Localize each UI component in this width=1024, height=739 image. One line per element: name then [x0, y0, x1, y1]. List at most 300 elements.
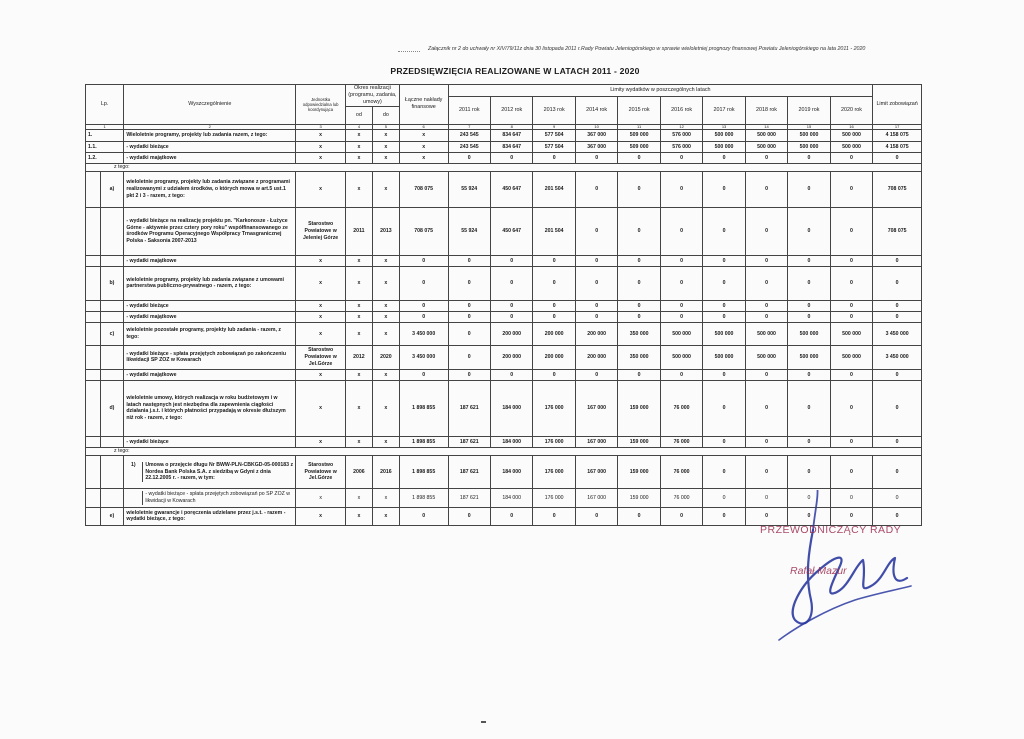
- row-unit: x: [296, 322, 346, 345]
- row-unit: Starostwo Powiatowe w Jeleniej Górze: [296, 207, 346, 255]
- row-total: 1 898 855: [399, 436, 448, 447]
- row-year-value: 201 504: [533, 207, 575, 255]
- row-from: x: [345, 300, 372, 311]
- row-year-value: 0: [703, 380, 745, 436]
- row-year-value: 0: [703, 436, 745, 447]
- header-year: 2016 rok: [660, 97, 702, 125]
- table-row: [86, 311, 922, 322]
- column-index: 16: [830, 124, 873, 129]
- row-year-value: 367 000: [575, 141, 617, 152]
- row-year-value: 0: [448, 255, 490, 266]
- projects-table: [85, 84, 922, 526]
- table-row: [86, 207, 922, 255]
- row-year-value: 176 000: [533, 436, 575, 447]
- table-row: [86, 141, 922, 152]
- row-from: x: [345, 507, 372, 525]
- row-year-value: 0: [830, 311, 873, 322]
- row-spacer: [86, 507, 101, 525]
- table-row: [86, 380, 922, 436]
- row-year-value: 500 000: [830, 322, 873, 345]
- row-year-value: 0: [533, 369, 575, 380]
- row-year-value: 0: [448, 300, 490, 311]
- row-year-value: 243 545: [448, 129, 490, 141]
- row-year-value: 55 924: [448, 171, 490, 207]
- row-unit: x: [296, 311, 346, 322]
- row-year-value: 0: [533, 311, 575, 322]
- row-year-value: 187 621: [448, 488, 490, 507]
- row-year-value: 500 000: [788, 129, 830, 141]
- row-year-value: 0: [660, 152, 702, 163]
- row-spacer: [100, 436, 124, 447]
- row-year-value: 0: [703, 455, 745, 488]
- row-description: - wydatki majątkowe: [124, 255, 296, 266]
- row-year-value: 0: [533, 152, 575, 163]
- row-description: - wydatki bieżące na realizację projektu pn. "Karkonosze - Łużyce Górne - aktywnie przez cztery pory roku" współfinansowanego ze środków Programu Operacyjnego Współpracy Trnasgranicznej Polska - Saksonia 2007-2013: [124, 207, 296, 255]
- row-limit: 708 075: [873, 207, 922, 255]
- table-row: [86, 436, 922, 447]
- row-year-value: 0: [660, 171, 702, 207]
- row-unit: x: [296, 255, 346, 266]
- row-year-value: 0: [788, 300, 830, 311]
- row-limit: 3 450 000: [873, 322, 922, 345]
- row-year-value: 0: [448, 507, 490, 525]
- row-year-value: 0: [618, 266, 660, 300]
- row-total: 708 075: [399, 207, 448, 255]
- row-number: 1.2.: [86, 152, 124, 163]
- row-year-value: 0: [703, 507, 745, 525]
- row-year-value: 0: [448, 369, 490, 380]
- column-index: 5: [372, 124, 399, 129]
- row-year-value: 0: [533, 507, 575, 525]
- row-year-value: 187 621: [448, 436, 490, 447]
- row-total: 3 450 000: [399, 345, 448, 369]
- row-year-value: 509 000: [618, 141, 660, 152]
- row-year-value: 500 000: [745, 345, 787, 369]
- row-letter: c): [100, 322, 124, 345]
- row-to: x: [372, 507, 399, 525]
- row-total: 708 075: [399, 171, 448, 207]
- row-year-value: 0: [490, 266, 532, 300]
- row-year-value: 0: [618, 171, 660, 207]
- row-year-value: 76 000: [660, 488, 702, 507]
- row-year-value: 0: [660, 300, 702, 311]
- row-to: x: [372, 369, 399, 380]
- row-total: x: [399, 129, 448, 141]
- row-description: - wydatki majątkowe: [124, 311, 296, 322]
- row-spacer: [86, 345, 101, 369]
- row-description: - wydatki majątkowe: [124, 152, 296, 163]
- row-description: wieloletnie umowy, których realizacja w roku budżetowym i w latach następnych jest niezbędna dla zapewnienia ciągłości działania j.s.t. i których płatności przypadają w okresie dłuższym niż rok - razem, z tego:: [124, 380, 296, 436]
- row-year-value: 0: [618, 207, 660, 255]
- column-index: 4: [345, 124, 372, 129]
- column-index: 7: [448, 124, 490, 129]
- row-spacer: [86, 300, 101, 311]
- row-year-value: 55 924: [448, 207, 490, 255]
- header-year: 2017 rok: [703, 97, 745, 125]
- row-year-value: 0: [448, 152, 490, 163]
- row-year-value: 0: [788, 369, 830, 380]
- row-spacer: [100, 207, 124, 255]
- row-year-value: 577 504: [533, 141, 575, 152]
- row-year-value: 500 000: [788, 141, 830, 152]
- row-year-value: 0: [575, 369, 617, 380]
- row-year-value: 0: [788, 436, 830, 447]
- row-year-value: 184 000: [490, 436, 532, 447]
- row-year-value: 500 000: [788, 322, 830, 345]
- row-subnumber: [124, 491, 142, 504]
- row-year-value: 0: [830, 266, 873, 300]
- column-index: 1: [86, 124, 124, 129]
- row-from: x: [345, 152, 372, 163]
- row-year-value: 500 000: [660, 345, 702, 369]
- row-limit: 0: [873, 266, 922, 300]
- row-unit: Starostwo Powiatowe w Jel.Górze: [296, 345, 346, 369]
- row-year-value: 0: [448, 322, 490, 345]
- row-limit: 0: [873, 300, 922, 311]
- row-year-value: 0: [788, 488, 830, 507]
- table-row: [86, 129, 922, 141]
- row-from: x: [345, 129, 372, 141]
- row-from: x: [345, 255, 372, 266]
- row-total: 3 450 000: [399, 322, 448, 345]
- row-year-value: 0: [618, 300, 660, 311]
- row-year-value: 0: [575, 507, 617, 525]
- row-year-value: 0: [490, 311, 532, 322]
- row-year-value: 0: [703, 300, 745, 311]
- header-limit: Limit zobowiązań: [873, 85, 922, 125]
- row-year-value: 0: [703, 266, 745, 300]
- row-year-value: 0: [830, 488, 873, 507]
- row-year-value: 0: [660, 311, 702, 322]
- table-row: [86, 163, 922, 171]
- row-year-value: 0: [575, 171, 617, 207]
- row-year-value: 0: [830, 369, 873, 380]
- row-year-value: 577 504: [533, 129, 575, 141]
- row-limit: 4 158 075: [873, 141, 922, 152]
- row-year-value: 0: [788, 266, 830, 300]
- row-year-value: 0: [788, 171, 830, 207]
- row-year-value: 0: [788, 455, 830, 488]
- row-year-value: 0: [830, 380, 873, 436]
- row-to: x: [372, 322, 399, 345]
- row-from: x: [345, 436, 372, 447]
- row-year-value: 0: [448, 345, 490, 369]
- row-year-value: 0: [703, 488, 745, 507]
- column-index: 15: [788, 124, 830, 129]
- row-year-value: 187 621: [448, 455, 490, 488]
- row-unit: x: [296, 141, 346, 152]
- row-to: x: [372, 255, 399, 266]
- row-year-value: 0: [745, 488, 787, 507]
- row-from: x: [345, 266, 372, 300]
- row-limit: 4 158 075: [873, 129, 922, 141]
- row-spacer: [86, 311, 101, 322]
- table-row: [86, 369, 922, 380]
- row-year-value: 500 000: [703, 345, 745, 369]
- row-year-value: 576 000: [660, 141, 702, 152]
- header-year: 2019 rok: [788, 97, 830, 125]
- row-to: x: [372, 488, 399, 507]
- row-spacer: [86, 488, 101, 507]
- row-year-value: 450 647: [490, 207, 532, 255]
- row-total: x: [399, 141, 448, 152]
- row-year-value: 0: [745, 436, 787, 447]
- row-year-value: 0: [830, 255, 873, 266]
- row-year-value: 0: [830, 507, 873, 525]
- row-year-value: 0: [830, 152, 873, 163]
- section-subheading: z tego:: [86, 163, 922, 171]
- row-from: x: [345, 311, 372, 322]
- signature-name: Rafał Mazur: [790, 565, 847, 577]
- row-limit: 0: [873, 507, 922, 525]
- row-year-value: 200 000: [575, 322, 617, 345]
- row-spacer: [86, 369, 101, 380]
- row-spacer: [100, 300, 124, 311]
- row-year-value: 159 000: [618, 488, 660, 507]
- row-year-value: 243 545: [448, 141, 490, 152]
- row-year-value: 0: [788, 507, 830, 525]
- row-to: x: [372, 266, 399, 300]
- section-subheading: z tego:: [86, 447, 922, 455]
- row-spacer: [86, 171, 101, 207]
- row-unit: Starostwo Powiatowe w Jel.Górze: [296, 455, 346, 488]
- row-year-value: 184 000: [490, 455, 532, 488]
- row-year-value: 350 000: [618, 322, 660, 345]
- row-year-value: 176 000: [533, 380, 575, 436]
- row-description-text: Umowa o przejęcie długu Nr BWW-PLN-CBKGD-05-000183 z Nordea Bank Polska S.A. z siedzibą w Gdyni z dnia 22.12.2005 r. - razem, w tym:: [142, 462, 295, 482]
- row-year-value: 159 000: [618, 455, 660, 488]
- table-row: [86, 300, 922, 311]
- row-year-value: 0: [575, 300, 617, 311]
- row-spacer: [100, 488, 124, 507]
- row-from: 2011: [345, 207, 372, 255]
- row-limit: 0: [873, 436, 922, 447]
- row-year-value: 834 647: [490, 141, 532, 152]
- header-description: Wyszczególnienie: [124, 85, 296, 125]
- header-year: 2015 rok: [618, 97, 660, 125]
- column-index: 17: [873, 124, 922, 129]
- row-from: x: [345, 322, 372, 345]
- row-year-value: 0: [618, 152, 660, 163]
- header-total: Łączne nakłady finansowe: [399, 85, 448, 125]
- row-year-value: 0: [660, 369, 702, 380]
- row-year-value: 0: [618, 311, 660, 322]
- row-total: 0: [399, 311, 448, 322]
- row-number: 1.1.: [86, 141, 124, 152]
- row-to: x: [372, 129, 399, 141]
- row-to: x: [372, 141, 399, 152]
- row-year-value: 0: [745, 300, 787, 311]
- row-description: Wieloletnie programy, projekty lub zadania razem, z tego:: [124, 129, 296, 141]
- row-unit: x: [296, 300, 346, 311]
- row-year-value: 500 000: [703, 141, 745, 152]
- page-title: PRZEDSIĘWZIĘCIA REALIZOWANE W LATACH 2011 - 2020: [390, 66, 640, 76]
- table-row: [86, 152, 922, 163]
- row-year-value: 159 000: [618, 380, 660, 436]
- row-year-value: 0: [533, 255, 575, 266]
- row-year-value: 167 000: [575, 436, 617, 447]
- header-year: 2018 rok: [745, 97, 787, 125]
- row-total: 0: [399, 369, 448, 380]
- row-year-value: 200 000: [490, 322, 532, 345]
- row-year-value: 0: [533, 266, 575, 300]
- row-year-value: 500 000: [830, 141, 873, 152]
- row-year-value: 0: [490, 255, 532, 266]
- row-unit: x: [296, 171, 346, 207]
- row-year-value: 0: [490, 507, 532, 525]
- row-year-value: 500 000: [703, 129, 745, 141]
- column-index: 8: [490, 124, 532, 129]
- row-year-value: 0: [745, 171, 787, 207]
- row-year-value: 0: [788, 152, 830, 163]
- row-total: 1 898 855: [399, 380, 448, 436]
- row-year-value: 450 647: [490, 171, 532, 207]
- row-description: - wydatki majątkowe: [124, 369, 296, 380]
- row-year-value: 509 000: [618, 129, 660, 141]
- row-to: 2020: [372, 345, 399, 369]
- row-limit: 3 450 000: [873, 345, 922, 369]
- row-limit: 0: [873, 380, 922, 436]
- header-to: do: [372, 106, 399, 124]
- row-year-value: 0: [490, 152, 532, 163]
- table-wrapper: [85, 84, 922, 526]
- row-year-value: 76 000: [660, 380, 702, 436]
- row-spacer: [86, 266, 101, 300]
- row-year-value: 167 000: [575, 488, 617, 507]
- row-total: 0: [399, 300, 448, 311]
- header-year: 2020 rok: [830, 97, 873, 125]
- header-year: 2011 rok: [448, 97, 490, 125]
- row-year-value: 200 000: [533, 345, 575, 369]
- row-year-value: 0: [745, 152, 787, 163]
- row-year-value: 167 000: [575, 380, 617, 436]
- row-year-value: 0: [788, 207, 830, 255]
- row-year-value: 500 000: [788, 345, 830, 369]
- row-letter: b): [100, 266, 124, 300]
- row-to: x: [372, 311, 399, 322]
- row-year-value: 0: [830, 300, 873, 311]
- column-index: 2: [124, 124, 296, 129]
- row-spacer: [86, 436, 101, 447]
- row-from: x: [345, 488, 372, 507]
- row-year-value: 201 504: [533, 171, 575, 207]
- row-spacer: [100, 369, 124, 380]
- row-year-value: 0: [448, 266, 490, 300]
- row-year-value: 0: [830, 436, 873, 447]
- row-to: x: [372, 152, 399, 163]
- row-letter: a): [100, 171, 124, 207]
- row-year-value: 76 000: [660, 455, 702, 488]
- row-year-value: 0: [703, 152, 745, 163]
- row-from: x: [345, 141, 372, 152]
- row-from: x: [345, 171, 372, 207]
- table-row: [86, 447, 922, 455]
- row-year-value: 0: [618, 369, 660, 380]
- header-limits: Limity wydatków w poszczególnych latach: [448, 85, 873, 97]
- row-year-value: 500 000: [830, 129, 873, 141]
- row-to: x: [372, 436, 399, 447]
- row-letter: e): [100, 507, 124, 525]
- row-year-value: 0: [745, 311, 787, 322]
- header-lp: Lp.: [86, 85, 124, 125]
- row-year-value: 0: [660, 255, 702, 266]
- row-to: 2016: [372, 455, 399, 488]
- row-year-value: 0: [830, 455, 873, 488]
- row-to: x: [372, 171, 399, 207]
- header-year: 2014 rok: [575, 97, 617, 125]
- row-unit: x: [296, 507, 346, 525]
- row-year-value: 0: [575, 207, 617, 255]
- row-from: x: [345, 380, 372, 436]
- row-year-value: 200 000: [575, 345, 617, 369]
- row-year-value: 200 000: [490, 345, 532, 369]
- row-spacer: [100, 345, 124, 369]
- row-description: [124, 488, 296, 507]
- row-year-value: 0: [533, 300, 575, 311]
- row-year-value: 0: [660, 207, 702, 255]
- column-index: 10: [575, 124, 617, 129]
- row-year-value: 0: [788, 380, 830, 436]
- column-index: 11: [618, 124, 660, 129]
- row-limit: 0: [873, 152, 922, 163]
- header-period: Okres realizacji (programu, zadania, umowy): [345, 85, 399, 107]
- row-year-value: 0: [703, 255, 745, 266]
- row-year-value: 500 000: [660, 322, 702, 345]
- row-year-value: 0: [660, 266, 702, 300]
- row-year-value: 0: [745, 455, 787, 488]
- row-spacer: [86, 255, 101, 266]
- row-description: wieloletnie pozostałe programy, projekty lub zadania - razem, z tego:: [124, 322, 296, 345]
- row-unit: x: [296, 369, 346, 380]
- row-from: 2012: [345, 345, 372, 369]
- attachment-note: Załącznik nr 2 do uchwały nr XIV/79/11z dnia 30 listopada 2011 r.Rady Powiatu Jeleniogórskiego w sprawie wieloletniej prognozy finansowej Powiatu Jeleniogórskiego na lata 2011 - 2020: [428, 46, 866, 52]
- row-total: 0: [399, 255, 448, 266]
- row-year-value: 0: [703, 207, 745, 255]
- row-year-value: 0: [830, 207, 873, 255]
- row-unit: x: [296, 488, 346, 507]
- row-letter: d): [100, 380, 124, 436]
- row-year-value: 0: [703, 311, 745, 322]
- row-year-value: 184 000: [490, 380, 532, 436]
- row-year-value: 0: [703, 369, 745, 380]
- row-description: - wydatki bieżące: [124, 300, 296, 311]
- row-year-value: 0: [575, 266, 617, 300]
- row-spacer: [86, 455, 101, 488]
- header-year: 2013 rok: [533, 97, 575, 125]
- row-total: x: [399, 152, 448, 163]
- row-year-value: 0: [745, 380, 787, 436]
- column-index: 13: [703, 124, 745, 129]
- table-row: [86, 345, 922, 369]
- row-year-value: 0: [618, 507, 660, 525]
- table-row: [86, 455, 922, 488]
- table-row: [86, 171, 922, 207]
- row-year-value: 500 000: [745, 141, 787, 152]
- row-year-value: 0: [703, 171, 745, 207]
- row-limit: 0: [873, 311, 922, 322]
- row-year-value: 367 000: [575, 129, 617, 141]
- row-year-value: 350 000: [618, 345, 660, 369]
- row-unit: x: [296, 380, 346, 436]
- row-year-value: 500 000: [745, 322, 787, 345]
- row-subnumber: 1): [131, 461, 136, 468]
- row-year-value: 0: [575, 152, 617, 163]
- column-index: 6: [399, 124, 448, 129]
- row-year-value: 500 000: [745, 129, 787, 141]
- row-number: 1.: [86, 129, 124, 141]
- row-to: x: [372, 300, 399, 311]
- row-to: 2013: [372, 207, 399, 255]
